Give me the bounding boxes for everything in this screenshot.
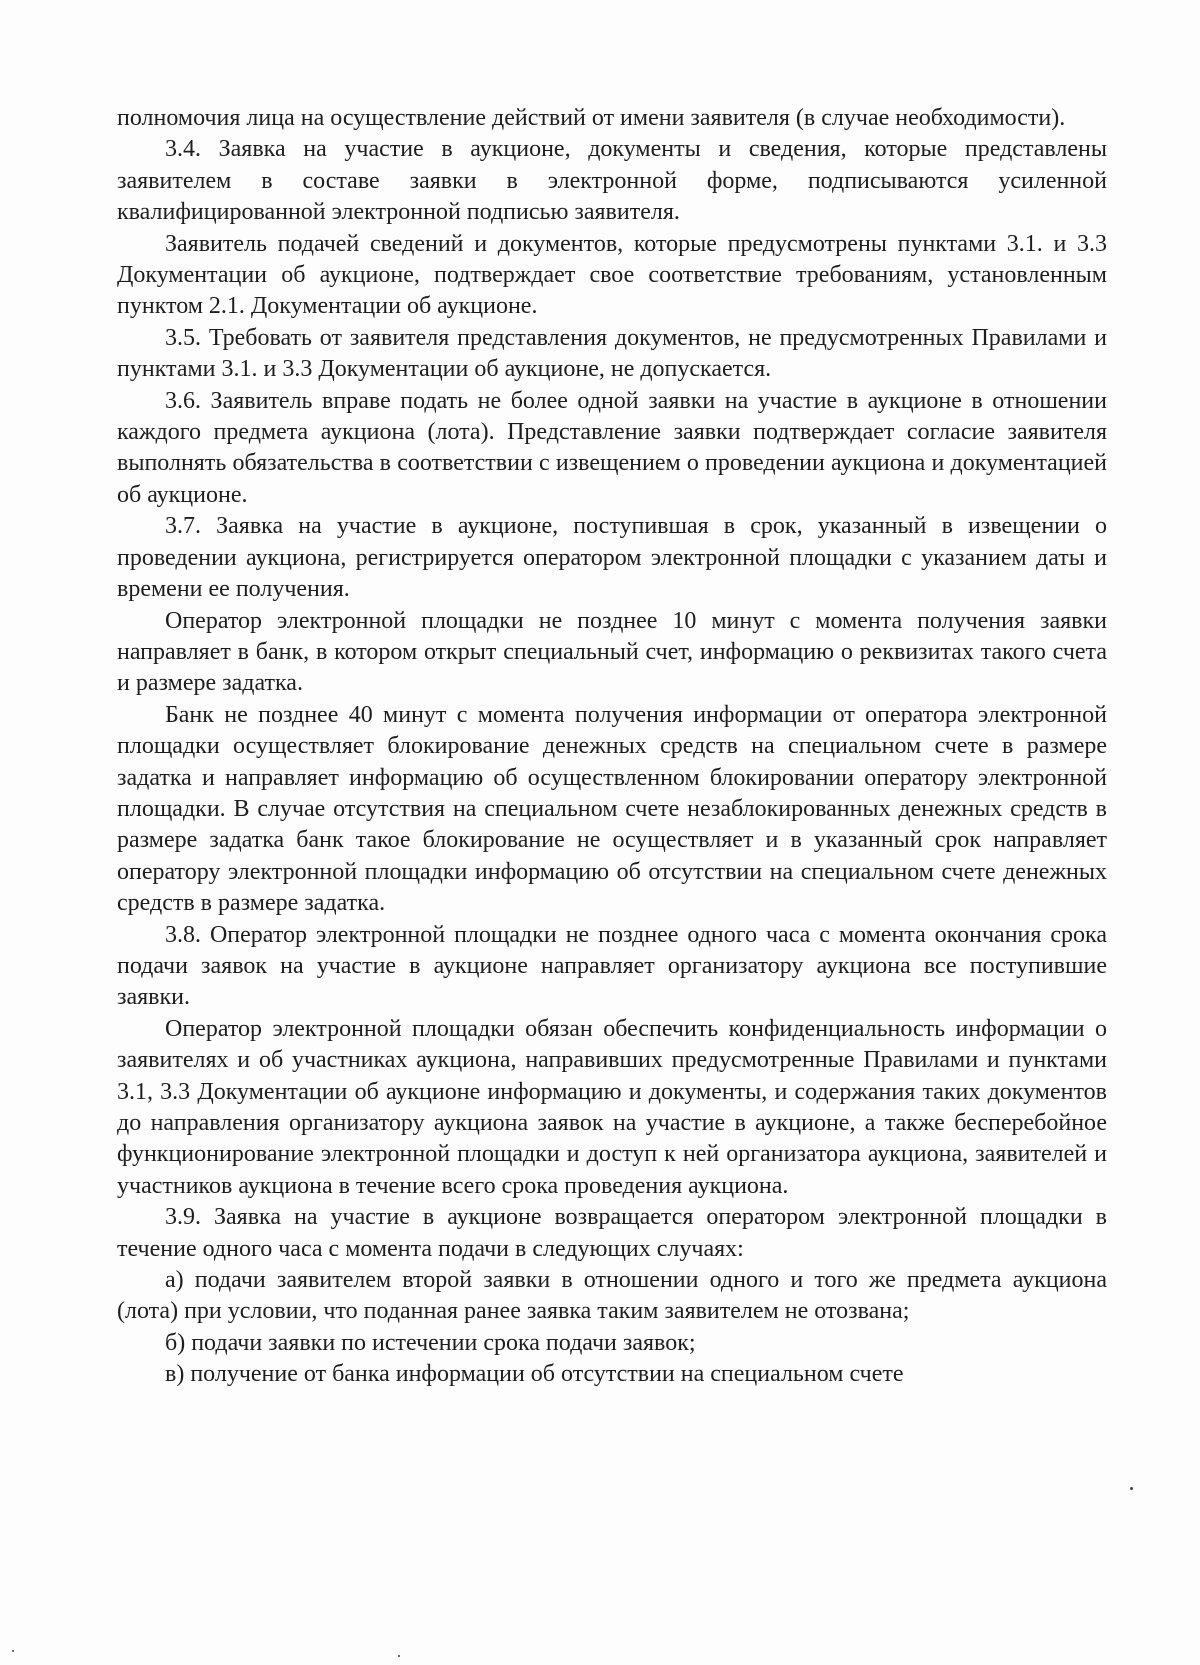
scan-speck: [12, 1650, 14, 1652]
scan-speck: [398, 1655, 400, 1657]
scan-speck: [1130, 1487, 1133, 1490]
paragraph-3-5: 3.5. Требовать от заявителя представления документов, не предусмотренных Правилами и пунктами 3.1. и 3.3 Документации об аукционе, не допускается.: [117, 324, 1107, 383]
paragraph-continuation: полномочия лица на осуществление действий от имени заявителя (в случае необходимости).: [117, 105, 1066, 131]
paragraph-3-7-bank: Банк не позднее 40 минут с момента получения информации от оператора электронной площадки осуществляет блокирование денежных средств на специальном счете в размере задатка и направляет информацию об осуществленном блокировании оператору электронной площадки. В случае отсутствия на специальном счете незаблокированных денежных средств в размере задатка банк такое блокирование не осуществляет и в указанный срок направляет оператору электронной площадки информацию об отсутствии на специальном счете денежных средств в размере задатка.: [117, 701, 1107, 917]
paragraph-3-4-applicant: Заявитель подачей сведений и документов, которые предусмотрены пунктами 3.1. и 3.3 Документации об аукционе, подтверждает свое соответствие требованиям, установленным пунктом 2.1. Документации об аукционе.: [117, 230, 1107, 320]
paragraph-3-9: 3.9. Заявка на участие в аукционе возвращается оператором электронной площадки в течение одного часа с момента подачи в следующих случаях:: [117, 1204, 1107, 1262]
paragraph-3-9-a: а) подачи заявителем второй заявки в отношении одного и того же предмета аукциона (лота) при условии, что поданная ранее заявка таким заявителем не отозвана;: [117, 1267, 1107, 1325]
paragraph-3-6: 3.6. Заявитель вправе подать не более одной заявки на участие в аукционе в отношении каждого предмета аукциона (лота). Представление заявки подтверждает согласие заявителя выполнять обязательства в соответствии с извещением о проведении аукциона и документацией об аукционе.: [117, 387, 1107, 508]
paragraph-3-9-c: в) получение от банка информации об отсутствии на специальном счете: [165, 1361, 904, 1388]
document-body: [117, 103, 1107, 1391]
paragraph-3-8: 3.8. Оператор электронной площадки не позднее одного часа с момента окончания срока подачи заявок на участие в аукционе направляет организатору аукциона все поступившие заявки.: [117, 921, 1107, 1011]
paragraph-3-7: 3.7. Заявка на участие в аукционе, поступившая в срок, указанный в извещении о проведении аукциона, регистрируется оператором электронной площадки с указанием даты и времени ее получения.: [117, 513, 1107, 603]
paragraph-3-7-operator: Оператор электронной площадки не позднее 10 минут с момента получения заявки направляет в банк, в котором открыт специальный счет, информацию о реквизитах такого счета и размере задатка.: [117, 607, 1107, 697]
paragraph-3-9-b: б) подачи заявки по истечении срока подачи заявок;: [165, 1329, 696, 1356]
paragraph-3-4: 3.4. Заявка на участие в аукционе, документы и сведения, которые представлены заявителем в составе заявки в электронной форме, подписываются усиленной квалифицированной электронной подписью заявителя.: [117, 136, 1107, 226]
paragraph-3-8-confidentiality: Оператор электронной площадки обязан обеспечить конфиденциальность информации о заявителях и об участниках аукциона, направивших предусмотренные Правилами и пунктами 3.1, 3.3 Документации об аукционе информацию и документы, и содержания таких документов до направления организатору аукциона заявок на участие в аукционе, а также бесперебойное функционирование электронной площадки и доступ к ней организатора аукциона, заявителей и участников аукциона в течение всего срока проведения аукциона.: [117, 1015, 1107, 1199]
